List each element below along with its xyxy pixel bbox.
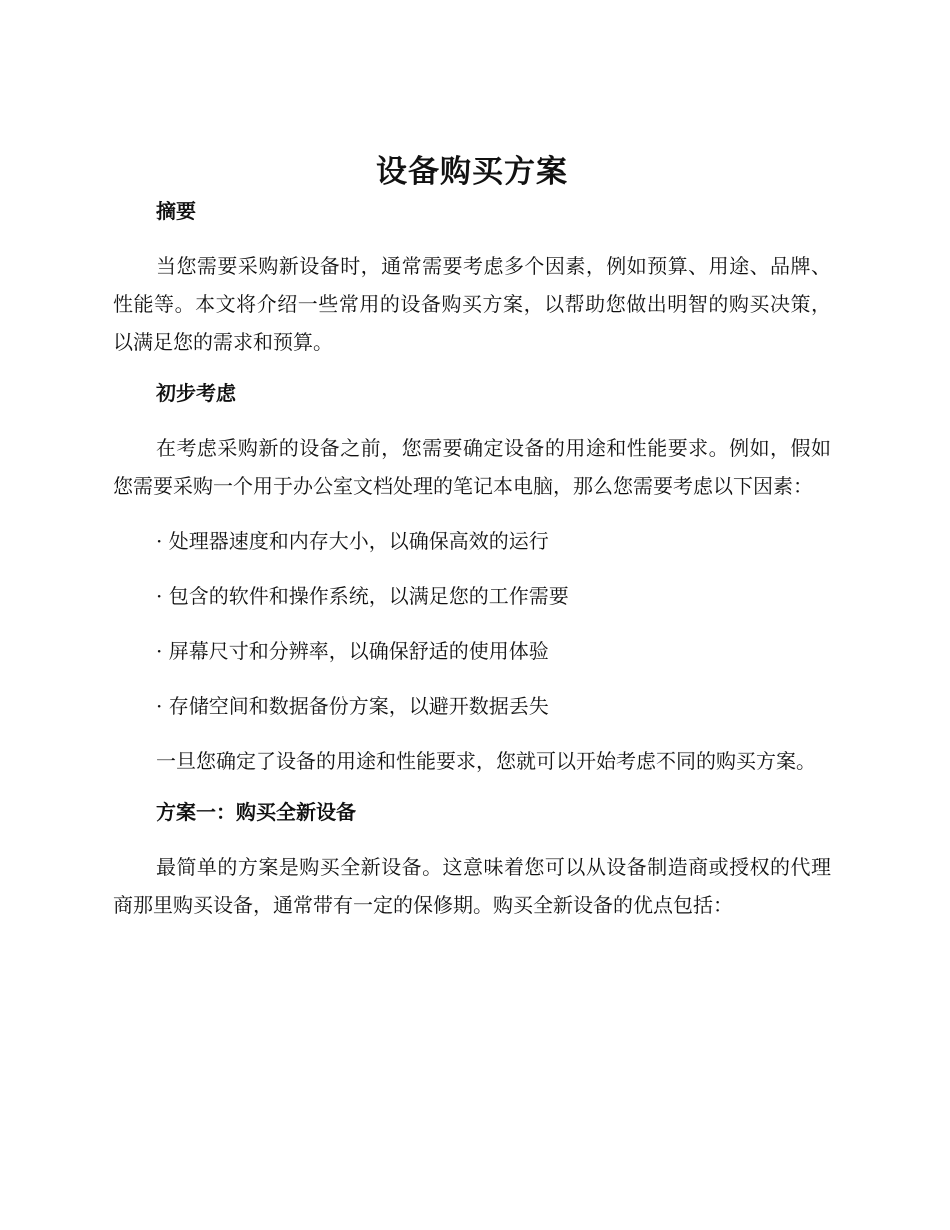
initial-closing-paragraph: 一旦您确定了设备的用途和性能要求，您就可以开始考虑不同的购买方案。 — [156, 749, 816, 773]
list-item: · 处理器速度和内存大小，以确保高效的运行 — [156, 529, 549, 553]
list-item: · 包含的软件和操作系统，以满足您的工作需要 — [156, 584, 569, 608]
initial-paragraph: 在考虑采购新的设备之前，您需要确定设备的用途和性能要求。例如，假如您需要采购一个用于办公室文档处理的笔记本电脑，那么您需要考虑以下因素： — [113, 436, 831, 498]
plan-one-paragraph: 最简单的方案是购买全新设备。这意味着您可以从设备制造商或授权的代理商那里购买设备，通常带有一定的保修期。购买全新设备的优点包括： — [113, 855, 831, 917]
list-item: · 存储空间和数据备份方案，以避开数据丢失 — [156, 694, 549, 718]
document-title: 设备购买方案 — [376, 154, 568, 190]
factor-list — [113, 522, 831, 725]
heading-initial-considerations: 初步考虑 — [156, 381, 236, 405]
document-body — [113, 150, 831, 941]
heading-abstract: 摘要 — [156, 199, 196, 223]
list-item: · 屏幕尺寸和分辨率，以确保舒适的使用体验 — [156, 639, 549, 663]
heading-plan-one: 方案一：购买全新设备 — [156, 800, 356, 824]
abstract-paragraph: 当您需要采购新设备时，通常需要考虑多个因素，例如预算、用途、品牌、性能等。本文将介绍一些常用的设备购买方案，以帮助您做出明智的购买决策，以满足您的需求和预算。 — [113, 254, 831, 354]
